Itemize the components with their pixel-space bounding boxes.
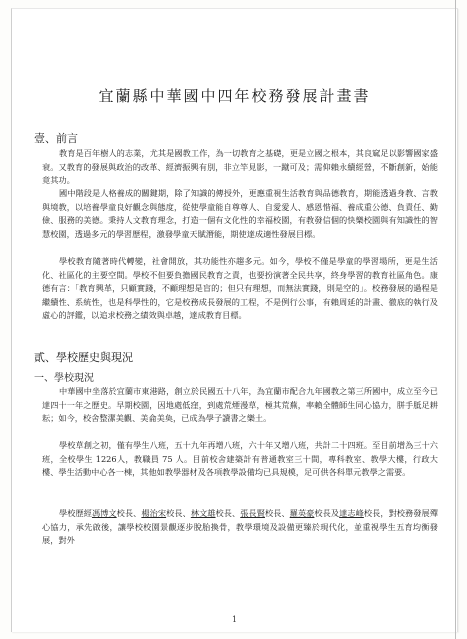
page-number: 1	[231, 615, 238, 624]
document-page	[11, 8, 458, 632]
text-run: 校長、	[264, 508, 290, 518]
preface-paragraph-3: 學校教育隨著時代轉變，社會開放，其功能性亦趨多元。如今，學校不僅是學童的學習場所，更是生活化、社區化的主要空間。學校不但要負擔國民教育之責，也要扮演著全民共享，終身學習的教育社區角色。康德有言：「教育興革，只顧實踐，不顧理想是盲的；但只有理想，而無法實踐，則是空的」。校務發展的過程是繼續性、系統性，也是科學性的，它是校務成長發展的工程，不是例行公事，有賴周延的計畫、徹底的執行及虛心的評鑑，以追求校務之績效與卓越，達成教育目標。	[42, 256, 438, 320]
principal-name: 林文雄	[190, 508, 216, 518]
principal-name: 羅英豪	[289, 508, 315, 518]
section-heading-preface: 壹、前言	[34, 132, 78, 145]
text-run: 學校歷經	[59, 508, 92, 518]
preface-paragraph-2: 國中階段是人格養成的關鍵期，除了知識的傳授外，更應重視生活教育與品德教育，期能透過身教、言教與境教，以培養學童良好觀念與態度，從使學童能自尊尊人、自愛愛人、感恩惜福、養成重公德、負責任、勤儉、服務的美德。秉持人文教育理念，打造一個有文化性的幸福校園，有教發信個的快樂校園與有知識性的智慧校園，透過多元的學習歷程，激發學童天賦潛能，期使達成適性發展目標。	[42, 188, 438, 239]
text-run: 校長、	[215, 508, 241, 518]
history-paragraph-1: 中華國中坐落於宜蘭市東港路，創立於民國五十八年，為宜蘭市配合九年國教之第三所國中，成立至今已達四十一年之歷史。早期校園，因地處低窪，到處荒煙漫草，極其荒蕪，率賴全體師生同心協力，胼手胝足耕耘；如今，校舍整潔美觀、美侖美奐，已成為學子讀書之樂土。	[42, 386, 438, 423]
text-run: 校長、	[116, 508, 142, 518]
text-run: 校長、	[166, 508, 191, 518]
principal-name: 張長賢	[240, 508, 265, 518]
preface-paragraph-1: 教育是百年樹人的志業，尤其是國教工作，為一切教育之基礎，更是立國之根本，其良窳足以影響國家盛衰。又教育的發展與政治的改革、經濟振興有別，非立竿見影，一蹴可及；需仰賴永續經營，不斷創新，始能竟其功。	[42, 148, 438, 185]
subsection-heading-current-status: 一、學校現況	[34, 373, 94, 384]
history-paragraph-2: 學校草創之初，僅有學生八班，五十九年再增八班，六十年又增八班，共計二十四班。至目前增為三十六班，全校學生 1226人，教職員 75 人。目前校舍建築計有普通教室三十間，專科教室、教學大樓，行政大樓、學生活動中心各一棟，其他如教學器材及各項教學設備均已具規模，足可供各科單元教學之需要。	[42, 440, 438, 477]
history-paragraph-3	[42, 507, 438, 548]
principal-name: 楊治宋	[141, 508, 167, 518]
text-run: 校長及	[314, 508, 340, 518]
section-heading-history: 貳、學校歷史與現況	[34, 351, 133, 364]
scan-edge-line	[455, 0, 456, 639]
text-run: 校長，對校務發展殫心協力，承先啟後，讓學校校園景觀逐步脫胎換骨，教學環境及設備更臻於現代化，並重視學生五育均衡發展，對外	[42, 508, 438, 545]
document-title: 宜蘭縣中華國中四年校務發展計畫書	[98, 87, 371, 105]
principal-name: 馮博文	[91, 508, 117, 518]
principal-name: 達志峰	[339, 508, 364, 518]
